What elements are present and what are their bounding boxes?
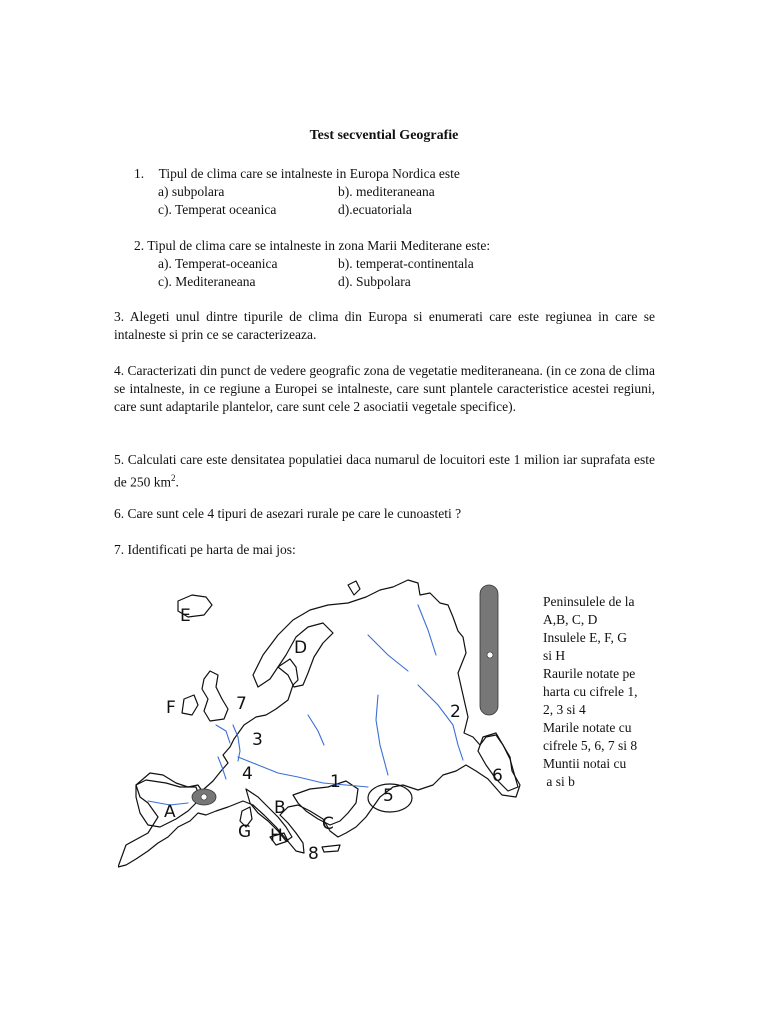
label-1: 1	[330, 772, 341, 792]
q1-option-c: c). Temperat oceanica	[158, 202, 277, 217]
river-north	[368, 635, 408, 671]
q2-option-b: b). temperat-continentala	[338, 256, 474, 271]
question-1-number: 1.	[134, 166, 145, 181]
legend-line: Muntii notai cu	[543, 756, 627, 771]
question-2-text: 2. Tipul de clima care se intalneste in zona Marii Mediterane este:	[134, 238, 491, 253]
legend-line: a si b	[543, 774, 575, 789]
crete-outline	[322, 845, 340, 852]
question-1	[134, 165, 554, 183]
question-5	[114, 451, 655, 492]
river-vistula	[308, 715, 324, 745]
label-H: H	[270, 826, 283, 846]
label-G: G	[238, 822, 252, 842]
label-6: 6	[492, 766, 503, 786]
label-E: E	[180, 606, 191, 626]
legend-line: Raurile notate pe	[543, 666, 636, 681]
legend-line: Insulele E, F, G	[543, 630, 628, 645]
river-volga	[418, 685, 463, 760]
label-C: C	[322, 814, 334, 834]
label-F: F	[166, 698, 176, 718]
question-6: 6. Care sunt cele 4 tipuri de asezari rurale pe care le cunoasteti ?	[114, 506, 462, 521]
label-B: B	[274, 798, 286, 818]
ural-mountains	[480, 585, 498, 715]
label-A: A	[164, 802, 176, 822]
river-rhone	[218, 757, 226, 779]
document-title: Test secvential Geografie	[309, 128, 459, 143]
ural-marker	[487, 652, 493, 658]
label-8: 8	[308, 844, 319, 864]
continent-outline	[118, 580, 520, 867]
q2-option-c: c). Mediteraneana	[158, 274, 256, 289]
river-seine	[216, 725, 230, 743]
legend-line: Marile notate cu	[543, 720, 632, 735]
question-5-text: 5. Calculati care este densitatea populatiei daca numarul de locuitori este 1 milion iar suprafata este de 250 km	[114, 452, 655, 490]
legend-line: cifrele 5, 6, 7 si 8	[543, 738, 638, 753]
legend-line: Peninsulele de la	[543, 594, 635, 609]
map-legend	[543, 593, 653, 791]
ireland-outline	[182, 695, 198, 715]
label-4: 4	[242, 764, 253, 784]
label-3: 3	[252, 730, 263, 750]
label-7: 7	[236, 694, 247, 714]
question-4: 4. Caracterizati din punct de vedere geografic zona de vegetatie mediteraneana. (in ce zona de clima se intalneste, in ce regiune a Europei se intalneste, care sunt plantele caracteristice acestei regiuni, care sunt adaptarile plantelor, care sunt cele 2 asociatii vegetale specifice).	[114, 363, 655, 414]
q1-option-a: a) subpolara	[158, 184, 225, 199]
europe-map	[118, 575, 538, 870]
river-dnieper	[376, 695, 388, 775]
question-5-end: .	[175, 474, 179, 490]
question-1-text: Tipul de clima care se intalneste in Europa Nordica este	[158, 166, 460, 181]
label-2: 2	[450, 702, 461, 722]
q1-option-d: d).ecuatoriala	[338, 202, 412, 217]
great-britain-outline	[202, 671, 228, 721]
legend-line: si H	[543, 648, 566, 663]
label-D: D	[294, 638, 308, 658]
river-north-2	[418, 605, 436, 655]
superscript-2: 2	[171, 473, 176, 483]
question-7: 7. Identificati pe harta de mai jos:	[114, 542, 296, 557]
q2-option-d: d). Subpolara	[338, 274, 411, 289]
arctic-island-outline	[348, 581, 360, 595]
legend-line: A,B, C, D	[543, 612, 598, 627]
q2-option-a: a). Temperat-oceanica	[158, 256, 278, 271]
river-rhine	[233, 725, 240, 761]
legend-line: harta cu cifrele 1,	[543, 684, 638, 699]
q1-option-b: b). mediteraneana	[338, 184, 435, 199]
legend-line: 2, 3 si 4	[543, 702, 586, 717]
pyrenees-marker	[201, 794, 207, 800]
label-5: 5	[383, 786, 394, 806]
question-3: 3. Alegeti unul dintre tipurile de clima din Europa si enumerati care este regiunea in care se intalneste si prin ce se caracterizeaza.	[114, 309, 655, 342]
